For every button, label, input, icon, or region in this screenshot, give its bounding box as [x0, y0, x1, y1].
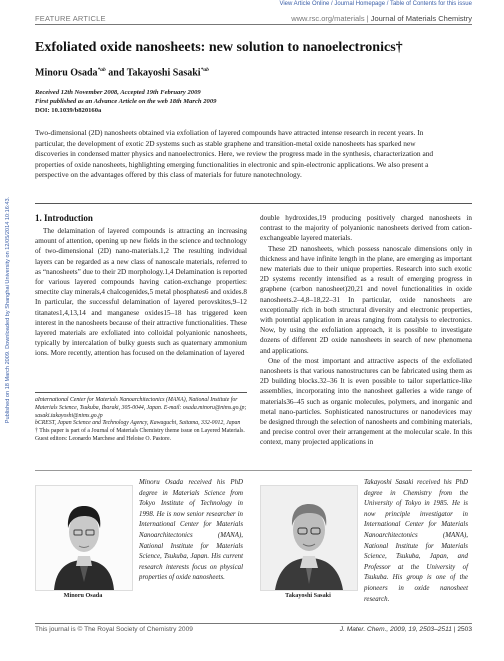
footnote-divider: [35, 392, 247, 393]
footnote-dagger: † This paper is part of a Journal of Materials Chemistry theme issue on Layered Materials. Guest editors: Leonardo Marchese and Heloise O. Pastore.: [35, 428, 245, 442]
page-number: 2503: [457, 626, 472, 633]
author-osada[interactable]: Minoru Osada: [35, 67, 98, 79]
download-side-note: Published on 18 March 2009. Downloaded by Shanghai University on 12/05/2014 10:16:43.: [5, 196, 11, 424]
section-heading: 1. Introduction: [35, 213, 93, 223]
body-text-left: The delamination of layered compounds is attracting an increasing amount of attention, opening up new fields in the science and technology of two-dimensional (2D) nano-materials.1,2 The resulting individual layers can be regarded as a new class of nanoscale materials, referred to as “nanosheets” due to their 2D morphology.1,4 Delamination is reported for various layered compounds having cation-exchange properties: smectite clay minerals,4 chalcogenides,5 metal phosphates6 and oxides.8 In particular, the successful delamination of layered perovskites,9–12 titanates1,4,13,14 and manganese oxides15–18 has triggered keen interest in the nanosheets because of their attractive functionalities. These layered materials are exfoliated into colloidal polyanionic nanosheets, typically by intercalation of bulky guests such as quaternary ammonium ions. More recently, attention has focused on the delamination of layered: [35, 227, 247, 358]
photo-caption-sasaki: Takayoshi Sasaki: [285, 592, 331, 599]
footnote-a: aInternational Center for Materials Nanoarchitectonics (MANA), National Institute for Materials Science, Tsukuba, Ibaraki, 305-0044, Japan. E-mail: osada.minoru@nims.go.jp; sasaki.takayoshi@nims.go.jp: [35, 397, 247, 419]
bio-osada: Minoru Osada received his PhD degree in Materials Science from Tokyo Institute of Technology in 1998. He is now senior researcher in International Center for Materials Nanoarchitectonics (MANA), National Institute for Materials Science, Tsukuba, Japan. His current research interests focus on physical properties of oxide nanosheets.: [139, 479, 243, 582]
article-title: Exfoliated oxide nanosheets: new solution to nanoelectronics†: [35, 40, 403, 55]
photo-caption-osada: Minoru Osada: [63, 592, 103, 599]
author-photo-osada: [35, 485, 133, 591]
header-journal: www.rsc.org/materials | Journal of Materials Chemistry: [291, 14, 472, 23]
body-text-right: double hydroxides,19 producing positively charged nanosheets in contrast to the majority of polyanionic nanosheets derived from cation-exchangeable layered materials. These 2D nanosheets, which possess nanoscale dimensions only in thickness and have infinite length in the plane, are emerging as important new materials due to their unique properties. Research into such exotic 2D systems recently intensified as a result of emerging progress in graphene (carbon nanosheet)20,21 and novel functionalities in oxide nanosheets.2–4,8–18,22–31 In particular, oxide nanosheets are exceptionally rich in both structural diversity and electronic properties, with potential application in areas ranging from catalysis to electronics. Now, by using the exfoliation approach, it is possible to investigate dozens of different 2D oxide nanosheets in search of new phenomena and applications. One of the most important and attractive aspects of the exfoliated nanosheets is that various nanostructures can be fabricated using them as 2D building blocks.32–36 It is even possible to tailor superlattice-like assemblies, incorporating into the nanosheet galleries a wide range of materials36–45 such as organic molecules, polymers, and inorganic and metal nano-particles. Sophisticated nanostructures or nanodevices may be designed through the selection of nanosheets and combining materials, and precise control over their arrangement at the molecular scale. In this context, many projected applications in: [260, 214, 472, 447]
author-line: Minoru Osada$^{*ab}$ and Takayoshi Sasaki$^{*ab}$: [35, 67, 209, 79]
page-header: [35, 12, 472, 25]
bio-divider: [35, 470, 472, 471]
author-sasaki[interactable]: Takayoshi Sasaki: [126, 67, 201, 79]
abstract: Two-dimensional (2D) nanosheets obtained via exfoliation of layered compounds have attracted intense research in recent years. In particular, the development of exotic 2D systems such as stable graphene and transition-metal oxide nanosheets has sparked new discoveries in condensed matter physics and nanoelectronics. Here, we review the progress made in the synthesis, characterization and properties of oxide nanosheets, highlighting emerging functionalities in electronic and spin-electronic applications. We also present a perspective on the advantages offered by this class of materials for future nanotechnology.: [35, 128, 434, 179]
footer-divider: [35, 623, 472, 624]
author-photo-sasaki: [260, 485, 358, 591]
bio-sasaki: Takayoshi Sasaki received his PhD degree in Chemistry from the University of Tokyo in 1985. He is now principle investigator in International Center for Materials Nanoarchitectonics (MANA), National Institute for Materials Science, Tsukuba, Japan, and Professor at the University of Tsukuba. His group is one of the pioneers in oxide nanosheet research.: [364, 479, 468, 603]
copyright: This journal is © The Royal Society of Chemistry 2009: [35, 626, 193, 633]
doi[interactable]: DOI: 10.1039/b820160a: [35, 107, 102, 114]
journal-navigation-links[interactable]: View Article Online / Journal Homepage / Table of Contents for this issue: [279, 1, 472, 7]
page-footer: [35, 626, 472, 633]
article-dates: Received 12th November 2008, Accepted 19th February 2009 First published as an Advance Article on the web 18th March 2009 DOI: 10.1039/b820160a: [35, 89, 217, 114]
divider: [35, 203, 472, 204]
site-link[interactable]: www.rsc.org/materials: [291, 14, 365, 23]
footnote-b: bCREST, Japan Science and Technology Agency, Kawaguchi, Saitama, 332-0012, Japan: [35, 420, 241, 427]
footnotes: [35, 397, 247, 444]
citation: J. Mater. Chem., 2009, 19, 2503–2511 | 2503: [339, 626, 472, 633]
section-label: FEATURE ARTICLE: [35, 14, 106, 23]
